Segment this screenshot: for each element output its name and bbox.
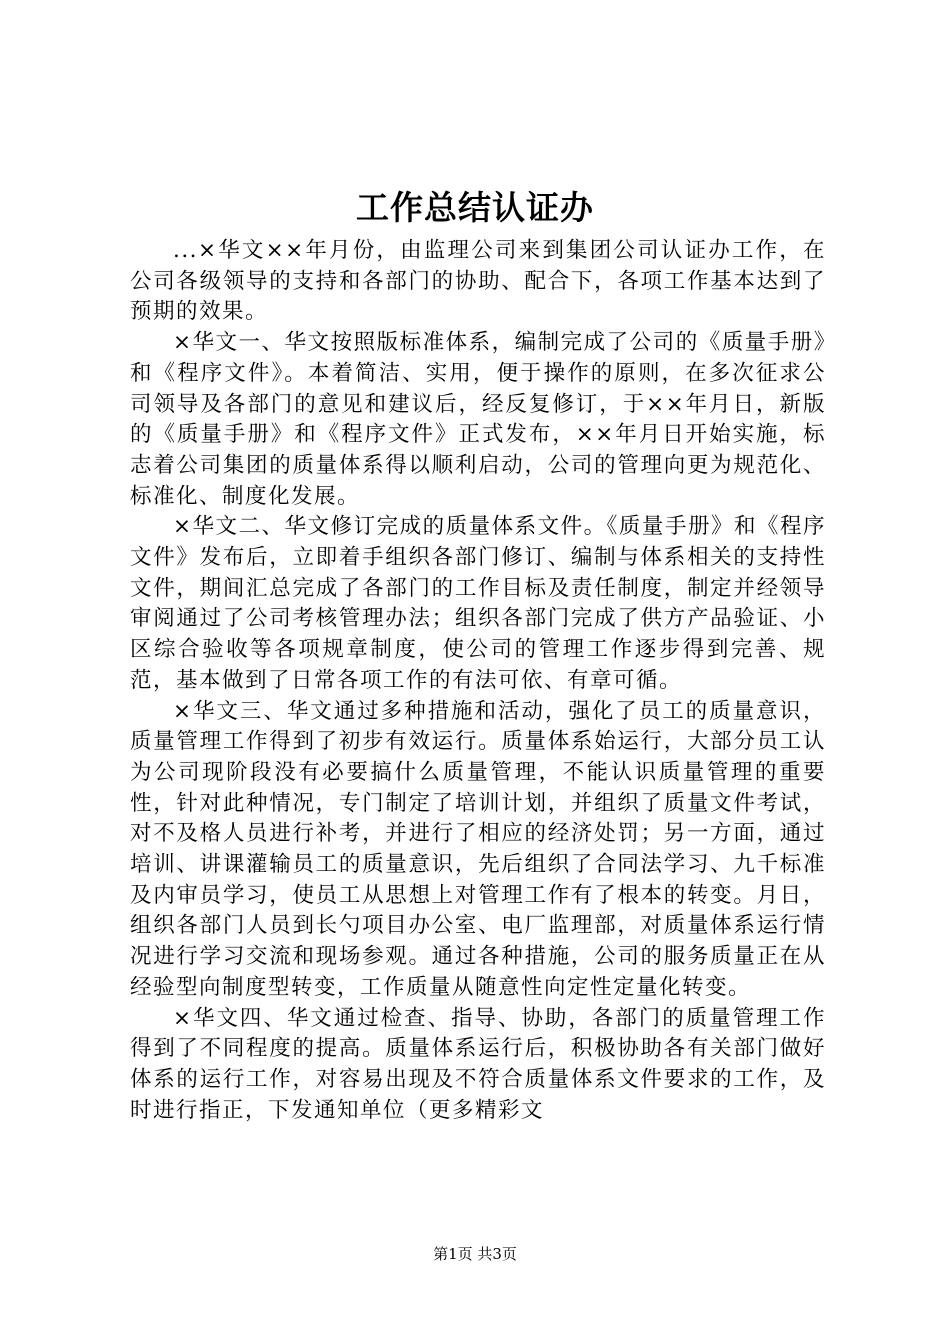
paragraph-intro: ...×华文××年月份，由监理公司来到集团公司认证办工作，在公司各级领导的支持和各部门的协助、配合下，各项工作基本达到了预期的效果。 [130, 238, 826, 325]
paragraph-section-1: ×华文一、华文按照版标准体系，编制完成了公司的《质量手册》和《程序文件》。本着简洁、实用，便于操作的原则，在多次征求公司领导及各部门的意见和建议后，经反复修订，于××年月日，新版的《质量手册》和《程序文件》正式发布，××年月日开始实施，标志着公司集团的质量体系得以顺利启动，公司的管理向更为规范化、标准化、制度化发展。 [130, 330, 826, 509]
paragraph-section-3: ×华文三、华文通过多种措施和活动，强化了员工的质量意识，质量管理工作得到了初步有效运行。质量体系始运行，大部分员工认为公司现阶段没有必要搞什么质量管理，不能认识质量管理的重要性，针对此种情况，专门制定了培训计划，并组织了质量文件考试，对不及格人员进行补考，并进行了相应的经济处罚；另一方面，通过培训、讲课灌输员工的质量意识，先后组织了合同法学习、九千标准及内审员学习，使员工从思想上对管理工作有了根本的转变。月日，组织各部门人员到长勺项目办公室、电厂监理部，对质量体系运行情况进行学习交流和现场参观。通过各种措施，公司的服务质量正在从经验型向制度型转变，工作质量从随意性向定性定量化转变。 [130, 698, 826, 1000]
document-body [130, 236, 826, 1126]
paragraph-section-2: ×华文二、华文修订完成的质量体系文件。《质量手册》和《程序文件》发布后，立即着手组织各部门修订、编制与体系相关的支持性文件，期间汇总完成了各部门的工作目标及责任制度，制定并经领导审阅通过了公司考核管理办法；组织各部门完成了供方产品验证、小区综合验收等各项规章制度，使公司的管理工作逐步得到完善、规范，基本做到了日常各项工作的有法可依、有章可循。 [130, 514, 826, 693]
document-title: 工作总结认证办 [356, 188, 594, 227]
page-number-footer: 第1页 共3页 [433, 1245, 517, 1263]
paragraph-section-4: ×华文四、华文通过检查、指导、协助，各部门的质量管理工作得到了不同程度的提高。质量体系运行后，积极协助各有关部门做好体系的运行工作，对容易出现及不符合质量体系文件要求的工作，及时进行指正，下发通知单位（更多精彩文 [130, 1005, 826, 1123]
